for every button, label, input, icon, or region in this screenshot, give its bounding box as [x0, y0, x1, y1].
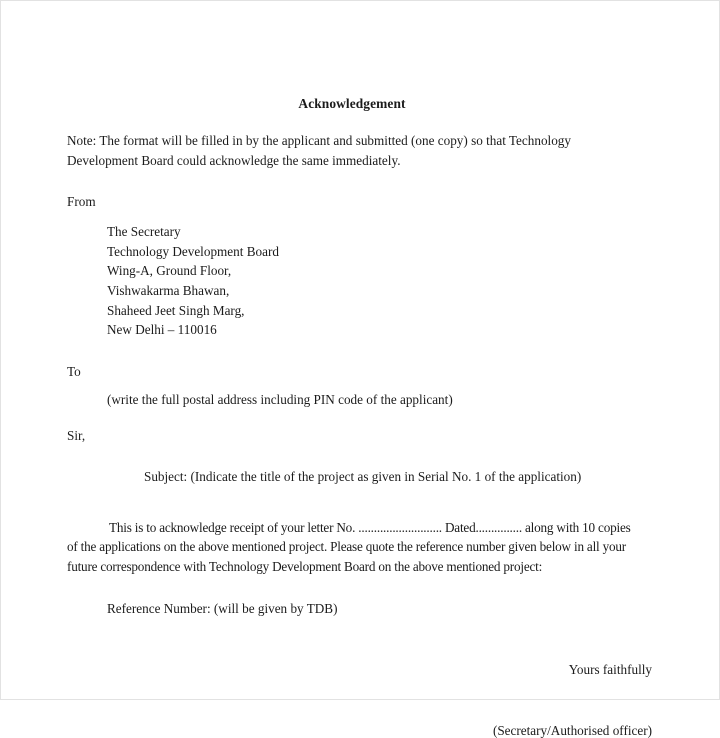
to-label: To	[67, 363, 81, 379]
from-address-line: New Delhi – 110016	[107, 322, 217, 338]
spacer	[67, 618, 641, 663]
to-instruction: (write the full postal address including PIN code of the applicant)	[107, 392, 453, 408]
spacer	[67, 410, 641, 427]
from-address-line: The Secretary	[107, 223, 181, 239]
spacer	[67, 510, 641, 518]
from-address-block	[107, 222, 641, 340]
closing-block	[67, 663, 652, 676]
signatory-label: (Secretary/Authorised officer)	[492, 723, 652, 738]
body-paragraph: This is to acknowledge receipt of your letter No. ........................... Dated............... along with 10 copies of the applications on the above mentioned project. Please quote the reference number given below in all your future correspondence with Technology Development Board on the above mentioned project:	[67, 519, 631, 574]
spacer	[67, 487, 641, 510]
subject-line: Subject: (Indicate the title of the project as given in Serial No. 1 of the application)	[144, 469, 582, 485]
spacer	[67, 676, 641, 724]
spacer	[67, 577, 641, 600]
page-title: Acknowledgement	[298, 96, 406, 111]
from-address-line: Vishwakarma Bhawan,	[107, 282, 230, 298]
spacer	[67, 340, 641, 363]
spacer	[67, 445, 641, 468]
salutation: Sir,	[67, 427, 86, 443]
from-address-line: Technology Development Board	[107, 243, 279, 259]
note-paragraph: Note: The format will be filled in by the applicant and submitted (one copy) so that Technology Development Board could acknowledge the same immediately.	[67, 133, 571, 168]
spacer	[67, 381, 641, 391]
from-label: From	[67, 194, 96, 210]
spacer	[67, 170, 641, 193]
closing-salutation: Yours faithfully	[568, 662, 652, 677]
reference-number-line: Reference Number: (will be given by TDB)	[107, 600, 338, 616]
signatory-block	[67, 724, 652, 737]
spacer	[67, 212, 641, 222]
document-body	[67, 96, 652, 738]
from-address-line: Shaheed Jeet Singh Marg,	[107, 302, 245, 318]
from-address-line: Wing-A, Ground Floor,	[107, 263, 232, 279]
